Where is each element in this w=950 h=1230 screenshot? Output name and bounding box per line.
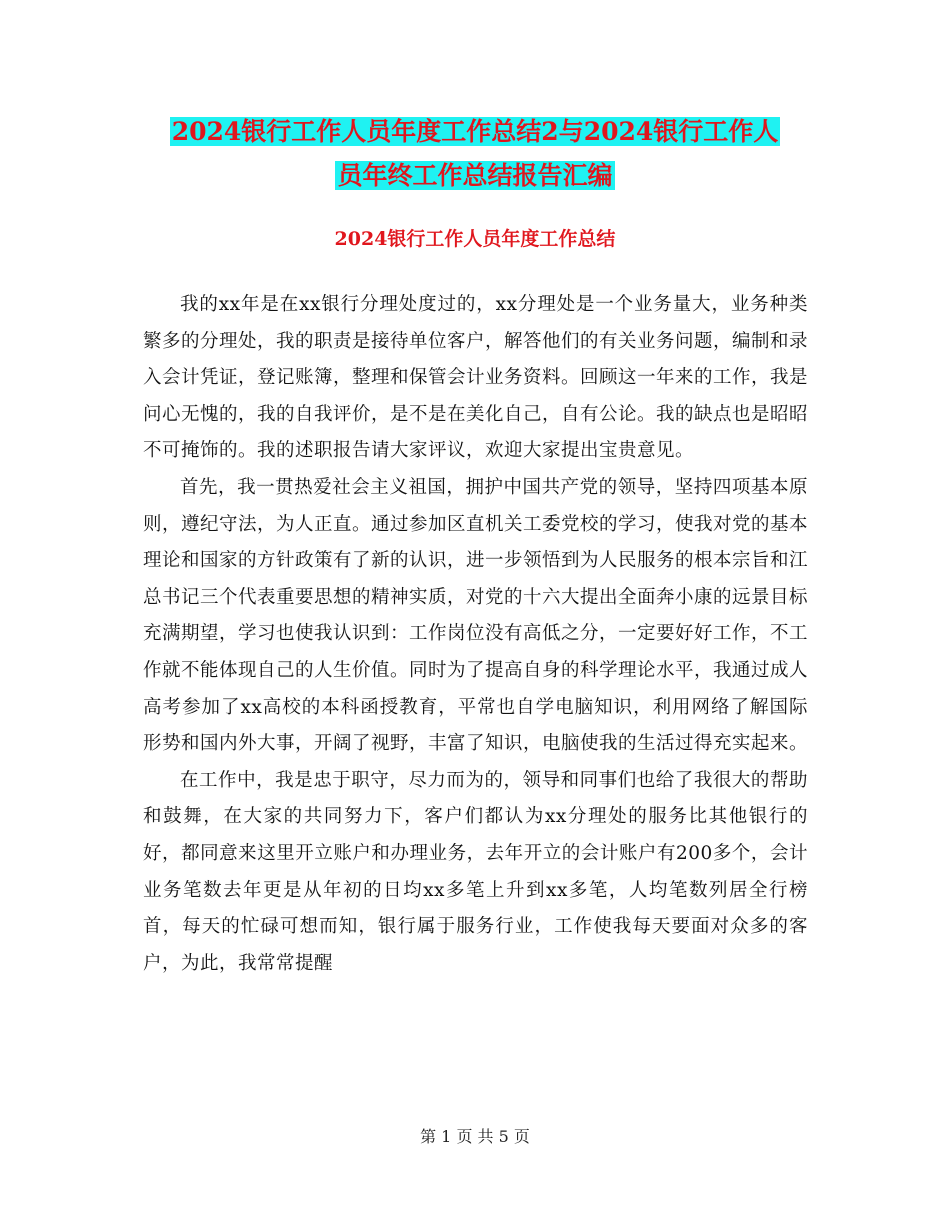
section-heading: 2024银行工作人员年度工作总结 <box>334 228 616 250</box>
document-title-line-1: 2024银行工作人员年度工作总结2与2024银行工作人 <box>171 117 779 146</box>
paragraph: 首先，我一贯热爱社会主义祖国，拥护中国共产党的领导，坚持四项基本原则，遵纪守法，为人正直。通过参加区直机关工委党校的学习，使我对党的基本理论和国家的方针政策有了新的认识，进一步领悟到为人民服务的根本宗旨和江总书记三个代表重要思想的精神实质，对党的十六大提出全面奔小康的远景目标充满期望，学习也使我认识到：工作岗位没有高低之分，一定要好好工作，不工作就不能体现自己的人生价值。同时为了提高自身的科学理论水平，我通过成人高考参加了xx高校的本科函授教育，平常也自学电脑知识，利用网络了解国际形势和国内外大事，开阔了视野，丰富了知识，电脑使我的生活过得充实起来。 <box>143 476 809 755</box>
document-body <box>143 287 808 982</box>
page-number-footer: 第 1 页 共 5 页 <box>420 1127 530 1146</box>
document-title-line-2: 员年终工作总结报告汇编 <box>337 161 613 190</box>
paragraph: 在工作中，我是忠于职守，尽力而为的，领导和同事们也给了我很大的帮助和鼓舞，在大家的共同努力下，客户们都认为xx分理处的服务比其他银行的好，都同意来这里开立账户和办理业务，去年开立的会计账户有200多个，会计业务笔数去年更是从年初的日均xx多笔上升到xx多笔，人均笔数列居全行榜首，每天的忙碌可想而知，银行属于服务行业，工作使我每天要面对众多的客户，为此，我常常提醒 <box>143 769 808 974</box>
paragraph: 我的xx年是在xx银行分理处度过的，xx分理处是一个业务量大，业务种类繁多的分理处，我的职责是接待单位客户，解答他们的有关业务问题，编制和录入会计凭证，登记账簿，整理和保管会计业务资料。回顾这一年来的工作，我是问心无愧的，我的自我评价，是不是在美化自己，自有公论。我的缺点也是昭昭不可掩饰的。我的述职报告请大家评议，欢迎大家提出宝贵意见。 <box>143 294 809 462</box>
document-title <box>0 110 950 198</box>
